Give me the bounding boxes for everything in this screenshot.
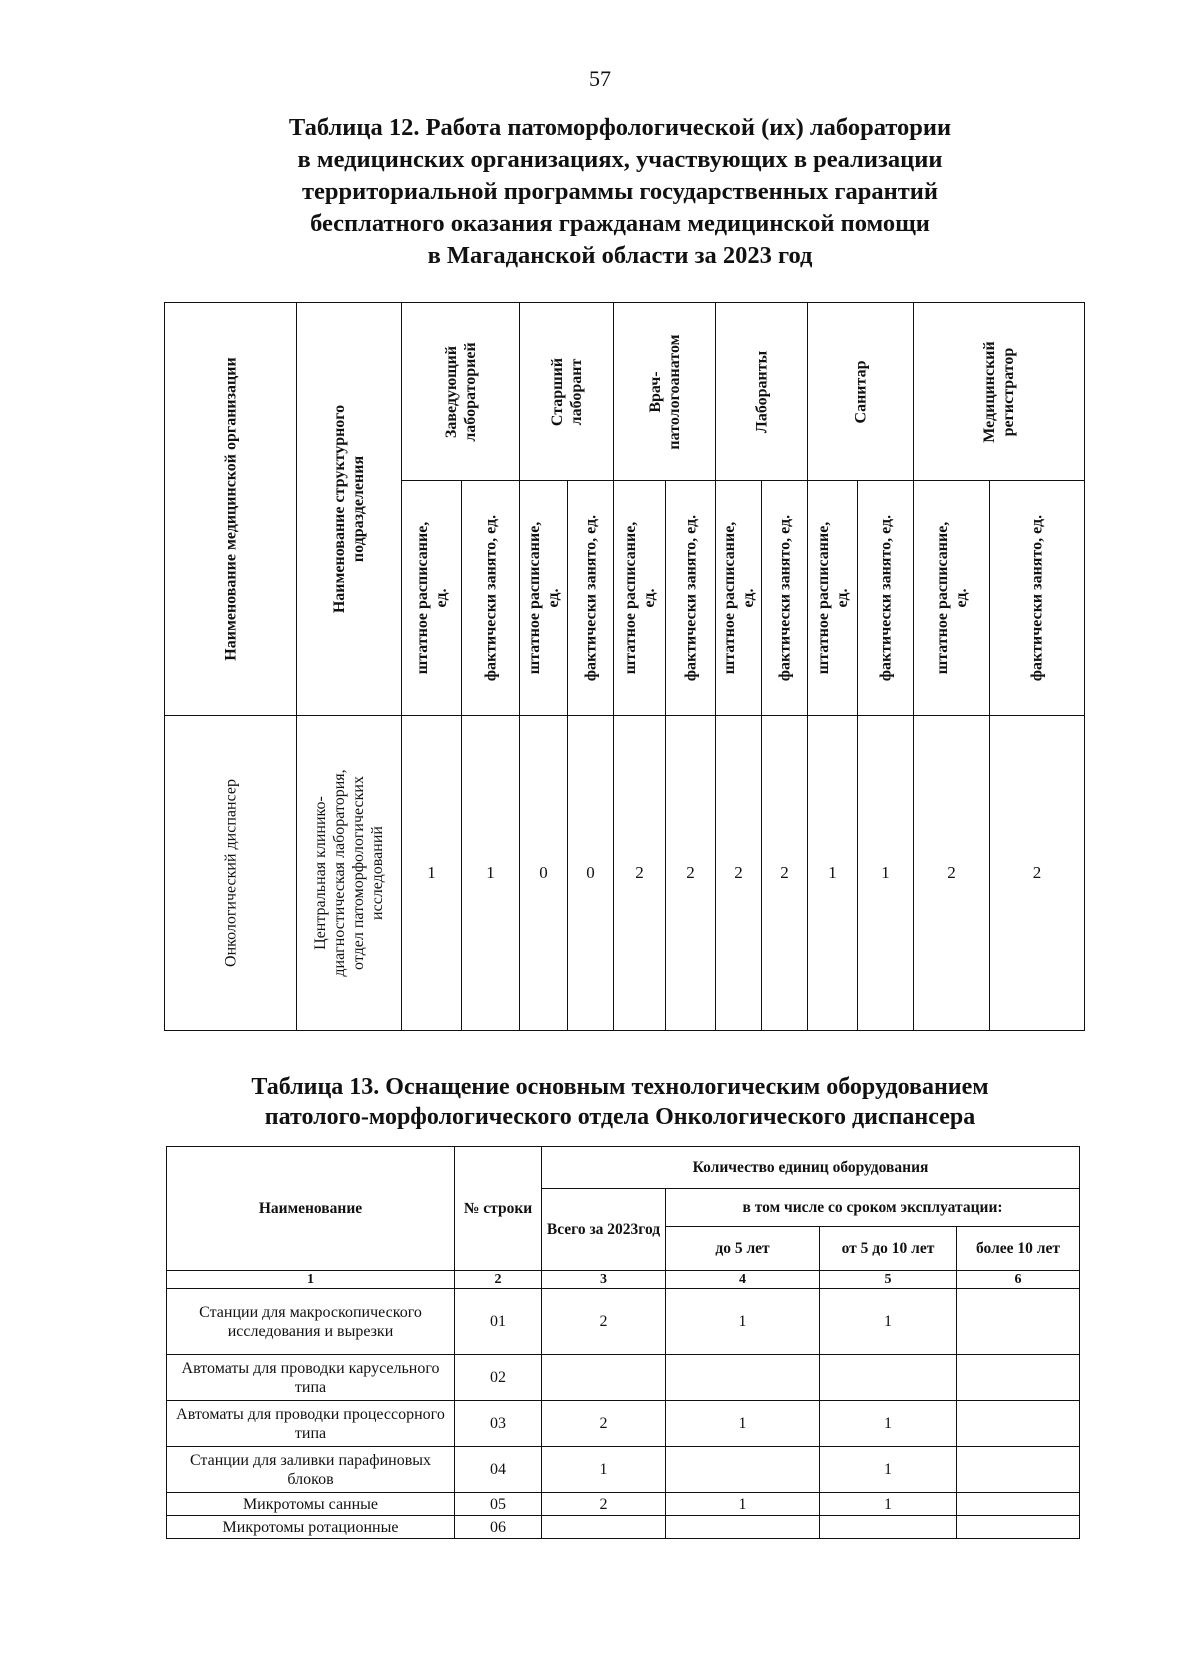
title-line: в Магаданской области за 2023 год — [427, 242, 813, 269]
sub-line: фактически занято, ед. — [1028, 514, 1046, 682]
sub-staff — [402, 481, 462, 716]
header-qty: Количество единиц оборудования — [542, 1147, 1080, 1189]
sub-staff — [614, 481, 666, 716]
index-cell: 4 — [666, 1271, 820, 1289]
title-line: патолого-морфологического отдела Онкологического диспансера — [264, 1104, 976, 1130]
index-row — [167, 1271, 1080, 1289]
table-row — [167, 1401, 1080, 1447]
header-row-no: № строки — [455, 1147, 542, 1271]
5to10-value — [820, 1355, 957, 1401]
sub-staff — [716, 481, 762, 716]
sub-actual — [990, 481, 1085, 716]
value-cell: 2 — [914, 716, 990, 1031]
header-incl: в том числе со сроком эксплуатации: — [666, 1189, 1080, 1227]
unit-line: диагностическая лаборатория, — [331, 769, 348, 977]
table-row — [167, 1289, 1080, 1355]
title-line: бесплатного оказания гражданам медицинской помощи — [310, 210, 930, 237]
equipment-name: Микротомы санные — [167, 1493, 455, 1516]
sub-line: фактически занято, ед. — [582, 514, 599, 682]
title-line: в медицинских организациях, участвующих в реализации — [297, 146, 943, 173]
total-value: 1 — [542, 1447, 666, 1493]
value-cell: 1 — [462, 716, 520, 1031]
table-13 — [166, 1146, 1080, 1539]
group-line: лабораторией — [461, 341, 479, 442]
index-cell: 6 — [957, 1271, 1080, 1289]
sub-line: ед. — [952, 588, 970, 608]
value-cell: 2 — [762, 716, 808, 1031]
value-cell: 2 — [990, 716, 1085, 1031]
equipment-name: Автоматы для проводки процессорного типа — [167, 1401, 455, 1447]
5to10-value: 1 — [820, 1401, 957, 1447]
5to10-value: 1 — [820, 1289, 957, 1355]
up5-value — [666, 1355, 820, 1401]
sub-line: штатное расписание, — [720, 521, 738, 675]
value-cell: 2 — [716, 716, 762, 1031]
sub-staff — [808, 481, 858, 716]
table-13-title — [150, 1072, 1090, 1132]
group-registrar — [914, 303, 1085, 481]
unit-line: отдел патоморфологических — [350, 776, 367, 970]
header-total: Всего за 2023год — [542, 1189, 666, 1271]
header-org-text: Наименование медицинской организации — [222, 357, 239, 661]
table-row — [167, 1516, 1080, 1539]
value-cell: 2 — [614, 716, 666, 1031]
sub-actual — [762, 481, 808, 716]
group-head — [402, 303, 520, 481]
unit-line: исследований — [369, 826, 386, 920]
sub-line: штатное расписание, — [413, 521, 431, 675]
total-value: 2 — [542, 1493, 666, 1516]
page-number: 57 — [589, 66, 611, 91]
sub-line: штатное расписание, — [933, 521, 951, 675]
title-line: Таблица 12. Работа патоморфологической (их) лаборатории — [288, 114, 952, 141]
sub-line: фактически занято, ед. — [776, 514, 793, 682]
group-line: Заведующий — [442, 345, 460, 438]
sub-line: штатное расписание, — [621, 521, 639, 675]
group-senior-lab — [520, 303, 614, 481]
table-12 — [164, 302, 1085, 1031]
sub-line: ед. — [544, 588, 562, 608]
header-over10: более 10 лет — [957, 1227, 1080, 1271]
title-line: территориальной программы государственных гарантий — [301, 178, 939, 205]
up5-value — [666, 1516, 820, 1539]
row-no: 02 — [455, 1355, 542, 1401]
table-row — [167, 1447, 1080, 1493]
over10-value — [957, 1493, 1080, 1516]
group-pathologist — [614, 303, 716, 481]
header-name: Наименование — [167, 1147, 455, 1271]
5to10-value — [820, 1516, 957, 1539]
index-cell: 3 — [542, 1271, 666, 1289]
sub-line: фактически занято, ед. — [877, 514, 894, 682]
sub-staff — [520, 481, 568, 716]
value-cell: 1 — [808, 716, 858, 1031]
value-cell: 0 — [568, 716, 614, 1031]
sub-line: штатное расписание, — [525, 521, 543, 675]
header-up5: до 5 лет — [666, 1227, 820, 1271]
total-value — [542, 1355, 666, 1401]
group-line: регистратор — [1000, 347, 1017, 436]
group-line: Санитар — [852, 360, 869, 423]
up5-value: 1 — [666, 1493, 820, 1516]
value-cell: 1 — [402, 716, 462, 1031]
equipment-name: Автоматы для проводки карусельного типа — [167, 1355, 455, 1401]
header-unit-line: Наименование структурного — [331, 404, 348, 614]
group-line: лаборант — [567, 358, 585, 425]
total-value: 2 — [542, 1289, 666, 1355]
table-12-title — [200, 112, 1040, 272]
total-value: 2 — [542, 1401, 666, 1447]
group-orderly — [808, 303, 914, 481]
title-line: Таблица 13. Оснащение основным технологическим оборудованием — [251, 1074, 989, 1100]
group-line: Медицинский — [981, 340, 998, 443]
group-lab-assistants — [716, 303, 808, 481]
header-unit — [297, 303, 402, 716]
index-cell: 1 — [167, 1271, 455, 1289]
over10-value — [957, 1447, 1080, 1493]
over10-value — [957, 1355, 1080, 1401]
row-no: 06 — [455, 1516, 542, 1539]
group-line: Лаборанты — [753, 350, 770, 433]
sub-actual — [666, 481, 716, 716]
sub-line: штатное расписание, — [814, 521, 832, 675]
over10-value — [957, 1289, 1080, 1355]
cell-unit — [297, 716, 402, 1031]
equipment-name: Станции для заливки парафиновых блоков — [167, 1447, 455, 1493]
unit-line: Центральная клинико- — [312, 796, 329, 950]
over10-value — [957, 1401, 1080, 1447]
header-org — [165, 303, 297, 716]
group-line: патологоанатом — [665, 333, 683, 450]
sub-actual — [858, 481, 914, 716]
header-5to10: от 5 до 10 лет — [820, 1227, 957, 1271]
value-cell: 1 — [858, 716, 914, 1031]
index-cell: 2 — [455, 1271, 542, 1289]
value-cell: 2 — [666, 716, 716, 1031]
value-cell: 0 — [520, 716, 568, 1031]
table-row — [167, 1493, 1080, 1516]
cell-org — [165, 716, 297, 1031]
5to10-value: 1 — [820, 1493, 957, 1516]
header-unit-line: подразделения — [350, 455, 367, 563]
up5-value — [666, 1447, 820, 1493]
sub-line: ед. — [833, 588, 851, 608]
group-line: Старший — [548, 357, 566, 426]
sub-staff — [914, 481, 990, 716]
over10-value — [957, 1516, 1080, 1539]
group-line: Врач- — [646, 370, 664, 413]
sub-line: ед. — [432, 588, 450, 608]
row-no: 05 — [455, 1493, 542, 1516]
equipment-name: Станции для макроскопического исследования и вырезки — [167, 1289, 455, 1355]
org-name: Онкологический диспансер — [222, 779, 239, 967]
sub-line: фактически занято, ед. — [682, 514, 699, 682]
sub-actual — [462, 481, 520, 716]
row-no: 01 — [455, 1289, 542, 1355]
up5-value: 1 — [666, 1401, 820, 1447]
row-no: 04 — [455, 1447, 542, 1493]
5to10-value: 1 — [820, 1447, 957, 1493]
table-row — [165, 716, 1085, 1031]
sub-line: ед. — [640, 588, 658, 608]
row-no: 03 — [455, 1401, 542, 1447]
up5-value: 1 — [666, 1289, 820, 1355]
sub-actual — [568, 481, 614, 716]
total-value — [542, 1516, 666, 1539]
equipment-name: Микротомы ротационные — [167, 1516, 455, 1539]
sub-line: ед. — [739, 588, 757, 608]
table-row — [167, 1355, 1080, 1401]
sub-line: фактически занято, ед. — [482, 514, 499, 682]
index-cell: 5 — [820, 1271, 957, 1289]
